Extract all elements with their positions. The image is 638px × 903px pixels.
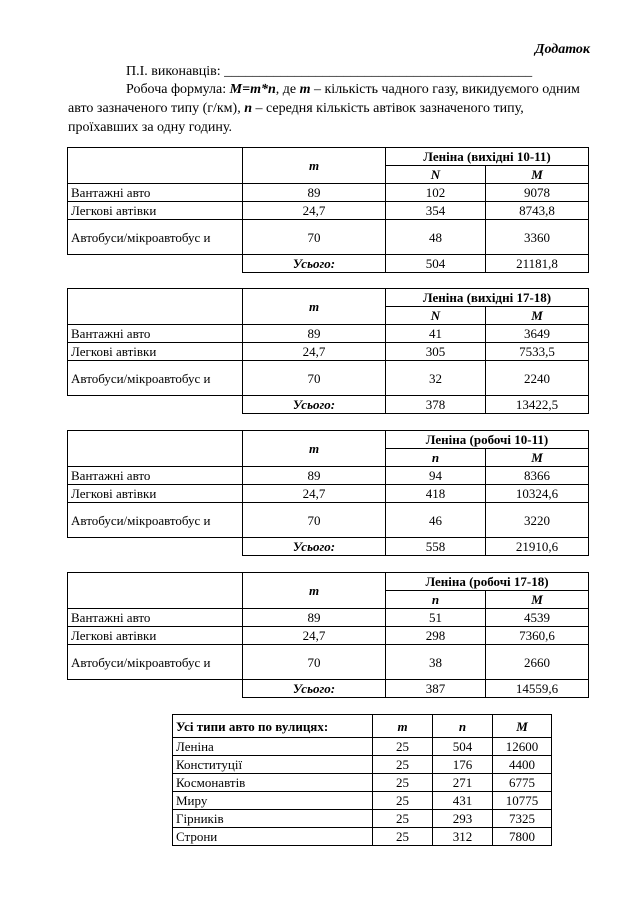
table-title: Леніна (робочі 17-18) — [386, 573, 589, 591]
summary-header-row — [173, 715, 552, 738]
m-value: 70 — [243, 645, 386, 680]
table-row — [68, 467, 589, 485]
header-row — [68, 431, 589, 449]
summary-row — [173, 756, 552, 774]
summary-n: 312 — [433, 828, 493, 846]
table-row — [68, 343, 589, 361]
formula-expression: M=m*n — [229, 82, 276, 97]
formula-paragraph — [68, 80, 588, 137]
summary-m: 25 — [373, 810, 433, 828]
summary-row — [173, 828, 552, 846]
m-value: 70 — [243, 361, 386, 396]
summary-M: 7325 — [493, 810, 552, 828]
m-value: 24,7 — [243, 627, 386, 645]
summary-m: 25 — [373, 828, 433, 846]
street-name: Строни — [173, 828, 373, 846]
summary-m: 25 — [373, 774, 433, 792]
summary-n: 293 — [433, 810, 493, 828]
total-row — [68, 680, 589, 698]
total-M: 14559,6 — [486, 680, 589, 698]
m-value: 24,7 — [243, 343, 386, 361]
vehicle-type: Вантажні авто — [68, 325, 243, 343]
table-row — [68, 361, 589, 396]
table-row — [68, 627, 589, 645]
total-label: Усього: — [243, 680, 386, 698]
table-row — [68, 184, 589, 202]
n-description: – середня кількість автівок зазначеного типу, проїхавших за одну годину. — [68, 101, 524, 135]
total-n: 558 — [386, 538, 486, 556]
total-M: 21181,8 — [486, 255, 589, 273]
table-title: Леніна (вихідні 10-11) — [386, 148, 589, 166]
M-value: 7360,6 — [486, 627, 589, 645]
table-row — [68, 485, 589, 503]
col-M-header: M — [486, 591, 589, 609]
total-n: 387 — [386, 680, 486, 698]
vehicle-type: Вантажні авто — [68, 467, 243, 485]
summary-M: 7800 — [493, 828, 552, 846]
M-value: 3220 — [486, 503, 589, 538]
m-value: 24,7 — [243, 485, 386, 503]
n-value: 102 — [386, 184, 486, 202]
vehicle-type: Легкові автівки — [68, 485, 243, 503]
summary-n: 504 — [433, 738, 493, 756]
total-label: Усього: — [243, 255, 386, 273]
M-value: 4539 — [486, 609, 589, 627]
summary-m: 25 — [373, 738, 433, 756]
summary-row — [173, 774, 552, 792]
blank-header-cell — [68, 289, 243, 325]
col-n-header: N — [386, 307, 486, 325]
blank-total-cell — [68, 538, 243, 556]
street-name: Космонавтів — [173, 774, 373, 792]
performer-line: П.І. виконавців: ____________________________________________ — [126, 64, 533, 79]
summary-row — [173, 792, 552, 810]
total-row — [68, 396, 589, 414]
m-value: 70 — [243, 220, 386, 255]
col-n-header: N — [386, 166, 486, 184]
col-m-header: m — [243, 148, 386, 184]
vehicle-type: Легкові автівки — [68, 627, 243, 645]
summary-title: Усі типи авто по вулицях: — [173, 715, 373, 738]
street-name: Миру — [173, 792, 373, 810]
M-value: 3649 — [486, 325, 589, 343]
total-label: Усього: — [243, 538, 386, 556]
table-row — [68, 220, 589, 255]
m-value: 89 — [243, 609, 386, 627]
street-name: Конституції — [173, 756, 373, 774]
M-value: 2660 — [486, 645, 589, 680]
summary-M: 6775 — [493, 774, 552, 792]
formula-text: , де — [275, 82, 300, 97]
vehicle-type: Автобуси/мікроавтобус и — [68, 361, 243, 396]
vehicle-type: Легкові автівки — [68, 343, 243, 361]
header-row — [68, 573, 589, 591]
vehicle-type: Легкові автівки — [68, 202, 243, 220]
summary-row — [173, 738, 552, 756]
blank-total-cell — [68, 255, 243, 273]
n-value: 32 — [386, 361, 486, 396]
M-value: 2240 — [486, 361, 589, 396]
m-value: 89 — [243, 184, 386, 202]
table-row — [68, 325, 589, 343]
blank-header-cell — [68, 573, 243, 609]
appendix-label: Додаток — [534, 42, 590, 57]
summary-m: 25 — [373, 792, 433, 810]
M-value: 9078 — [486, 184, 589, 202]
n-value: 38 — [386, 645, 486, 680]
street-name: Гірників — [173, 810, 373, 828]
table-row — [68, 202, 589, 220]
table-title: Леніна (робочі 10-11) — [386, 431, 589, 449]
table-title: Леніна (вихідні 17-18) — [386, 289, 589, 307]
summary-n: 176 — [433, 756, 493, 774]
M-value: 10324,6 — [486, 485, 589, 503]
total-label: Усього: — [243, 396, 386, 414]
summary-col-n: n — [433, 715, 493, 738]
col-M-header: M — [486, 449, 589, 467]
total-n: 504 — [386, 255, 486, 273]
formula-prefix: Робоча формула: — [126, 82, 230, 97]
m-symbol: m — [299, 82, 311, 97]
calc-table — [67, 430, 589, 556]
m-value: 70 — [243, 503, 386, 538]
total-M: 21910,6 — [486, 538, 589, 556]
blank-header-cell — [68, 431, 243, 467]
summary-col-m: m — [373, 715, 433, 738]
col-M-header: M — [486, 307, 589, 325]
col-M-header: M — [486, 166, 589, 184]
n-value: 298 — [386, 627, 486, 645]
M-value: 7533,5 — [486, 343, 589, 361]
M-value: 8743,8 — [486, 202, 589, 220]
M-value: 8366 — [486, 467, 589, 485]
col-m-header: m — [243, 431, 386, 467]
summary-M: 12600 — [493, 738, 552, 756]
n-value: 354 — [386, 202, 486, 220]
total-row — [68, 538, 589, 556]
n-value: 305 — [386, 343, 486, 361]
summary-M: 4400 — [493, 756, 552, 774]
blank-total-cell — [68, 396, 243, 414]
total-n: 378 — [386, 396, 486, 414]
summary-m: 25 — [373, 756, 433, 774]
vehicle-type: Автобуси/мікроавтобус и — [68, 220, 243, 255]
calc-table — [67, 147, 589, 273]
total-row — [68, 255, 589, 273]
calc-table — [67, 288, 589, 414]
summary-table — [172, 714, 552, 846]
n-value: 51 — [386, 609, 486, 627]
n-value: 418 — [386, 485, 486, 503]
summary-n: 431 — [433, 792, 493, 810]
street-name: Леніна — [173, 738, 373, 756]
vehicle-type: Вантажні авто — [68, 609, 243, 627]
vehicle-type: Вантажні авто — [68, 184, 243, 202]
summary-row — [173, 810, 552, 828]
m-value: 24,7 — [243, 202, 386, 220]
col-n-header: n — [386, 591, 486, 609]
n-symbol: n — [244, 101, 252, 116]
table-row — [68, 609, 589, 627]
n-value: 48 — [386, 220, 486, 255]
blank-header-cell — [68, 148, 243, 184]
blank-total-cell — [68, 680, 243, 698]
vehicle-type: Автобуси/мікроавтобус и — [68, 645, 243, 680]
n-value: 41 — [386, 325, 486, 343]
col-m-header: m — [243, 573, 386, 609]
calc-table — [67, 572, 589, 698]
col-n-header: n — [386, 449, 486, 467]
n-value: 94 — [386, 467, 486, 485]
n-value: 46 — [386, 503, 486, 538]
m-value: 89 — [243, 467, 386, 485]
summary-n: 271 — [433, 774, 493, 792]
total-M: 13422,5 — [486, 396, 589, 414]
header-row — [68, 289, 589, 307]
vehicle-type: Автобуси/мікроавтобус и — [68, 503, 243, 538]
header-row — [68, 148, 589, 166]
m-description: – кількість чадного газу, викидуємого одним авто зазначеного типу (г/км), — [68, 82, 580, 116]
table-row — [68, 503, 589, 538]
table-row — [68, 645, 589, 680]
M-value: 3360 — [486, 220, 589, 255]
summary-col-M: M — [493, 715, 552, 738]
m-value: 89 — [243, 325, 386, 343]
summary-M: 10775 — [493, 792, 552, 810]
col-m-header: m — [243, 289, 386, 325]
